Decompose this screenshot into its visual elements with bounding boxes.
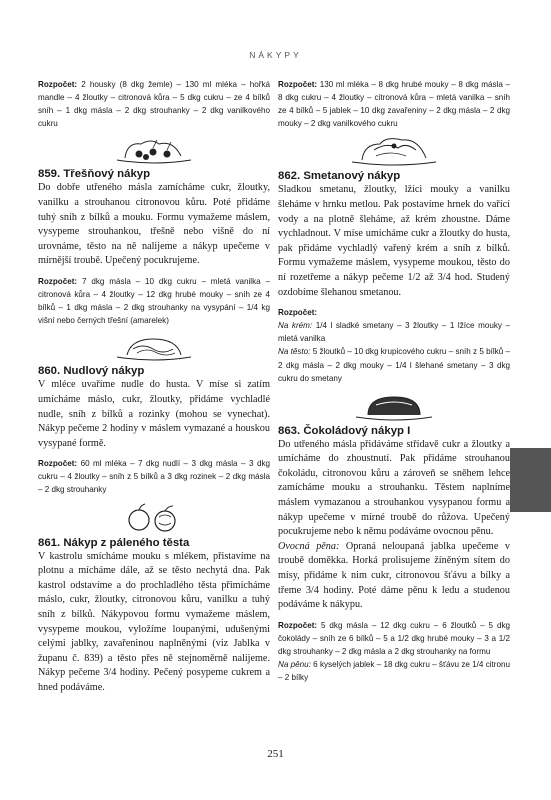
running-header: NÁKYPY <box>249 50 302 60</box>
recipe-title-863: 863. Čokoládový nákyp I <box>278 424 411 437</box>
page-number: 251 <box>267 748 284 760</box>
recipe-title-862: 862. Smetanový nákyp <box>278 170 401 183</box>
recipe-title-859: 859. Třešňový nákyp <box>38 168 151 181</box>
budget-862-label: Rozpočet: <box>278 308 318 318</box>
chapter-tab-marker <box>510 448 551 512</box>
budget-863-foam: Na pěnu: 6 kyselých jablek – 18 dkg cukru – šťávu ze 1/4 citronu – 2 bílky <box>278 660 510 683</box>
right-column <box>278 78 510 684</box>
budget-intro-right: Rozpočet: 130 ml mléka – 8 dkg hrubé mouky – 8 dkg másla – 8 dkg cukru – 4 žloutky – citronová kůra – mletá vanilka – sníh ze 4 bílků – 5 jablek – 10 dkg zavařeniny – 2 dkg másla – 2 dkg mouky – 2 dkg vanilkového cukru <box>278 80 510 129</box>
cherry-pudding-illustration <box>111 136 197 164</box>
chocolate-pudding-illustration <box>346 391 442 421</box>
budget-862-dough: Na těsto: 5 žloutků – 10 dkg krupicového cukru – sníh z 5 bílků – 2 dkg másla – 2 dkg mouky – 1/4 l šlehané smetany – 3 dkg cukru do smetany <box>278 347 510 383</box>
recipe-title-861: 861. Nákyp z páleného těsta <box>38 536 190 549</box>
cream-pudding-illustration <box>346 136 442 166</box>
left-column <box>38 78 270 696</box>
recipe-body-863: Do utřeného másla přidáváme střídavě cukr a žloutky a umícháme do zhoustnutí. Pak přidáme strouhanou čokoládu, citronovou kůru a zároveň se sněhem lehce zamícháme mouku a strouhanku. Těstem naplníme máslem vymazanou a strouhankou vysypanou formu a nákyp upečeme v mírné troubě do růžova. Upečený pocukrujeme nebo k němu podáváme ovocnou pěnu. <box>278 438 510 538</box>
budget-860: Rozpočet: 60 ml mléka – 7 dkg nudlí – 3 dkg másla – 3 dkg cukru – 4 žloutky – sníh z 5 bílků a 3 dkg rozinek – 2 dkg másla – 2 dkg strouhanky <box>38 459 270 495</box>
fruit-foam-text: Ovocná pěna: Opraná neloupaná jablka upečeme v troubě doměkka. Horká prolisujeme žíněným sítem do mísy, přidáme k nim cukr, citronovou šťávu a bílky a třeme 3/4 hodiny. Poté dáme pěnu k ledu a studenou podáváme k nákypu. <box>278 540 510 611</box>
budget-intro-left: Rozpočet: 2 housky (8 dkg žemle) – 130 ml mléka – hořká mandle – 4 žloutky – citronová kůra – 5 dkg cukru – ze 4 bílků sníh – 1 dkg másla – 2 dkg strouhanky – 2 dkg vanilkového cukru <box>38 80 270 129</box>
recipe-body-859: Do dobře utřeného másla zamícháme cukr, žloutky, vanilku a strouhanou citronovou kůru. Poté přidáme tuhý sníh z bílků a mouku. Formu vymažeme máslem, vysypeme strouhankou, třešně nebo višně do ní urovnáme, těsto na ně nalijeme a nákyp upečeme v mírnější troubě. Upečený pocukrujeme. <box>38 182 270 267</box>
budget-859: Rozpočet: 7 dkg másla – 10 dkg cukru – mletá vanilka – citronová kůra – 4 žloutky – 12 dkg hrubé mouky – sníh ze 4 bílků – 1 dkg másla – 2 dkg strouhanky na vysypání – 1/4 kg višní nebo černých třešní (amarelek) <box>38 276 270 326</box>
budget-862-cream: Na krém: 1/4 l sladké smetany – 3 žloutky – 1 lžíce mouky – mletá vanilka <box>278 321 510 344</box>
recipe-title-860: 860. Nudlový nákyp <box>38 365 145 378</box>
recipe-body-862: Sladkou smetanu, žloutky, lžíci mouky a vanilku šleháme v hrnku metlou. Pak postavíme hrnek do vařící vody a na plotně šleháme, až krém zhoustne. Dáme vychladnout. V míse umícháme cukr a žloutky do husta, pak přidáme vychladlý vařený krém a sníh z bílků. Formu vymažeme máslem, vysypeme moukou, těsto do ní rozetřeme a nákyp pečeme 1/2 až 3/4 hod. Studený ozdobíme šlehanou smetanou. <box>278 184 510 298</box>
budget-863: Rozpočet: 5 dkg másla – 12 dkg cukru – 6 žloutků – 5 dkg čokolády – sníh ze 6 bílků – 5 a 1/2 dkg hrubé mouky – 3 a 1/2 dkg strouhanky – 2 dkg másla a 2 dkg strouhanky na formu <box>278 620 510 656</box>
noodle-pudding-illustration <box>111 333 197 361</box>
apple-pudding-illustration <box>111 503 197 533</box>
recipe-body-860: V mléce uvaříme nudle do husta. V míse si zatím umícháme máslo, cukr, žloutky, přidáme vychladlé nudle, sníh z bílků a rozinky (mohou se vynechat). Nákyp pečeme 2 hodiny v máslem vymazané a houskou vysypané formě. <box>38 379 270 449</box>
recipe-body-861: V kastrolu smícháme mouku s mlékem, přistavíme na plotnu a mícháme dále, až se těsto nechytá dna. Pak kastrol odstavíme a do prochladlého těsta přimícháme máslo, cukr, žloutky, citronovou kůru, vanilku a tuhý sníh z bílků. Nákypovou formu vymažeme máslem, vysypeme moukou, vyložíme loupanými, udušenými celými jablky, zavařeninou naplněnými (viz Jablka v županu č. 839) a těsto přes ně stejnoměrně nalijeme. Nákyp pečeme 3/4 hodiny. Pečený posypeme cukrem a hned podáváme. <box>38 550 270 693</box>
